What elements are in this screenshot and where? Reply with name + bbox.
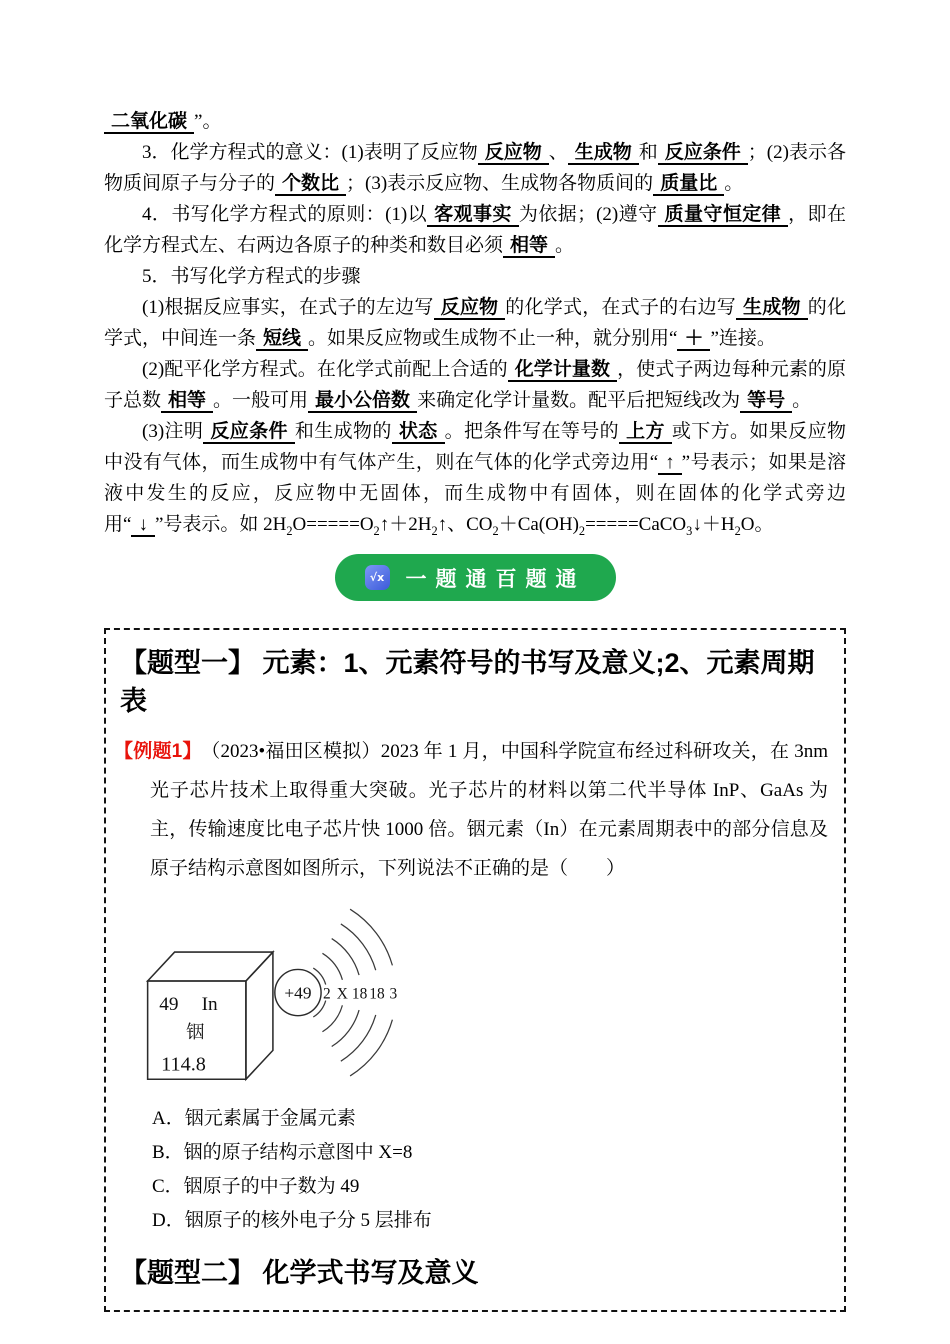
options-list bbox=[152, 1102, 828, 1238]
text-run: (3)注明 bbox=[142, 421, 204, 442]
topic-badge bbox=[335, 554, 616, 601]
text-run: 2 bbox=[734, 523, 741, 538]
note-paragraph bbox=[104, 354, 846, 416]
type-one-heading: 【题型一】 元素：1、元素符号的书写及意义;2、元素周期表 bbox=[120, 648, 815, 716]
shell-arc bbox=[322, 1005, 342, 1032]
text-run: 2 bbox=[286, 523, 293, 538]
answer-blank: 短线 bbox=[256, 328, 308, 351]
answer-blank: 反应条件 bbox=[203, 421, 295, 444]
text-run: 来确定化学计量数。配平后把短线改为 bbox=[417, 390, 741, 411]
note-paragraph bbox=[104, 416, 846, 540]
answer-blank: 二氧化碳 bbox=[104, 111, 194, 134]
text-run: 和生成物的 bbox=[294, 421, 392, 442]
text-run: 。把条件写在等号的 bbox=[444, 421, 620, 442]
answer-blank: 化学计量数 bbox=[508, 359, 617, 382]
shell-arc bbox=[341, 1015, 376, 1061]
answer-blank: 反应物 bbox=[434, 297, 506, 320]
answer-blank: 等号 bbox=[740, 390, 792, 413]
shell-electron-count: 18 bbox=[351, 985, 368, 1003]
nucleus-charge: +49 bbox=[284, 983, 312, 1003]
option-d: D．铟原子的核外电子分 5 层排布 bbox=[152, 1210, 432, 1231]
text-run: ↓＋H bbox=[692, 514, 735, 535]
text-run: (2)配平化学方程式。在化学式前配上合适的 bbox=[142, 359, 508, 380]
text-run: 。 bbox=[724, 173, 744, 194]
answer-blank: 相等 bbox=[161, 390, 213, 413]
text-run: 。一般可用 bbox=[213, 390, 309, 411]
shell-arc bbox=[341, 924, 376, 970]
text-run: 2 bbox=[578, 523, 586, 538]
shell-electron-count: 18 bbox=[369, 985, 385, 1003]
question-types-box bbox=[104, 628, 846, 1312]
example-text: （2023•福田区模拟）2023 年 1 月，中国科学院宣布经过科研攻关，在 3nm 光子芯片技术上取得重大突破。光子芯片的材料以第二代半导体 InP、GaAs 为主，传输速度比电子芯片快 1000 倍。铟元素（In）在元素周期表中的部分信息及原子结构示意图如图所示，下列说法不正确的是（ ） bbox=[150, 741, 828, 879]
note-paragraph bbox=[104, 292, 846, 354]
text-run: 。 bbox=[792, 390, 812, 411]
answer-blank: 上方 bbox=[619, 421, 672, 444]
example-tag: 【例题1】 bbox=[114, 741, 202, 762]
option-a: A．铟元素属于金属元素 bbox=[152, 1108, 356, 1129]
text-run: 。如果反应物或生成物不止一种，就分别用“ bbox=[308, 328, 678, 349]
shell-electron-count: X bbox=[336, 985, 348, 1003]
text-run: O=====O bbox=[292, 514, 374, 535]
answer-blank: 个数比 bbox=[275, 173, 346, 196]
example-paragraph bbox=[114, 732, 828, 888]
answer-blank: 最小公倍数 bbox=[308, 390, 417, 413]
text-run: 5．书写化学方程式的步骤 bbox=[142, 266, 361, 287]
text-run: ”号表示。如 2H bbox=[154, 514, 287, 535]
element-symbol: In bbox=[201, 993, 218, 1015]
answer-blank: 状态 bbox=[392, 421, 445, 444]
text-run: =====CaCO bbox=[585, 514, 687, 535]
shell-arc bbox=[332, 1010, 359, 1046]
text-run: 。 bbox=[555, 235, 575, 256]
answer-blank: 质量守恒定律 bbox=[658, 204, 789, 227]
badge-row bbox=[104, 554, 846, 601]
element-atomic-number: 49 bbox=[159, 993, 179, 1015]
answer-blank: 生成物 bbox=[568, 142, 639, 165]
text-run: ↑、CO bbox=[437, 514, 493, 535]
text-run: 2 bbox=[431, 523, 438, 538]
text-run: ；(2)表示各物质间原子与分子的 bbox=[104, 142, 846, 194]
text-run: O。 bbox=[740, 514, 774, 535]
text-run: 4．书写化学方程式的原则：(1)以 bbox=[142, 204, 428, 225]
element-cell-cube bbox=[148, 952, 273, 1079]
shell-electron-count: 3 bbox=[389, 985, 398, 1003]
answer-blank: ↑ bbox=[658, 452, 682, 475]
element-mass: 114.8 bbox=[161, 1053, 206, 1076]
text-run: 的化学式，中间连一条 bbox=[104, 297, 846, 349]
text-run: ”连接。 bbox=[710, 328, 776, 349]
badge-label: 一题通百题通 bbox=[405, 567, 586, 591]
text-run: 2 bbox=[373, 523, 380, 538]
type-two-heading: 【题型二】 化学式书写及意义 bbox=[120, 1258, 479, 1288]
text-run: ”号表示；如果是溶液中发生的反应，反应物中无固体，而生成物中有固体，则在固体的化学式旁边用“ bbox=[104, 452, 847, 535]
answer-blank: ＋ bbox=[677, 328, 710, 351]
text-run: ，即在化学方程式左、右两边各原子的种类和数目必须 bbox=[104, 204, 846, 256]
answer-blank: 质量比 bbox=[653, 173, 724, 196]
text-run: 2 bbox=[492, 523, 499, 538]
text-run: 或下方。如果反应物中没有气体，而生成物中有气体产生，则在气体的化学式旁边用“ bbox=[104, 421, 846, 473]
text-run: 3 bbox=[686, 523, 693, 538]
shell-arc bbox=[332, 939, 359, 975]
text-run: 、 bbox=[548, 142, 568, 163]
note-paragraph bbox=[104, 199, 846, 261]
answer-blank: 相等 bbox=[503, 235, 555, 258]
answer-blank: 生成物 bbox=[736, 297, 808, 320]
text-run: ；(3)表示反应物、生成物各物质间的 bbox=[346, 173, 654, 194]
note-paragraph bbox=[104, 261, 846, 292]
indium-atom-figure bbox=[138, 896, 456, 1092]
text-run: 3．化学方程式的意义：(1)表明了反应物 bbox=[142, 142, 478, 163]
answer-blank: ↓ bbox=[131, 514, 155, 537]
atomic-structure-diagram bbox=[275, 909, 398, 1076]
option-b: B．铟的原子结构示意图中 X=8 bbox=[152, 1142, 413, 1163]
text-run: 为依据；(2)遵守 bbox=[518, 204, 658, 225]
text-run: ”。 bbox=[194, 111, 222, 132]
text-run: 的化学式，在式子的右边写 bbox=[505, 297, 737, 318]
text-run: 和 bbox=[638, 142, 658, 163]
answer-blank: 客观事实 bbox=[427, 204, 519, 227]
answer-blank: 反应物 bbox=[478, 142, 549, 165]
element-name: 铟 bbox=[186, 1021, 205, 1042]
text-run: ＋Ca(OH) bbox=[498, 514, 579, 535]
text-run: (1)根据反应事实，在式子的左边写 bbox=[142, 297, 434, 318]
option-c: C．铟原子的中子数为 49 bbox=[152, 1176, 360, 1197]
answer-blank: 反应条件 bbox=[658, 142, 748, 165]
shell-arc bbox=[322, 953, 342, 980]
math-formula-icon: √x bbox=[365, 565, 390, 590]
shell-electron-count: 2 bbox=[323, 985, 331, 1003]
text-run: ，使式子两边每种元素的原子总数 bbox=[104, 359, 846, 411]
notes-section bbox=[104, 106, 846, 540]
note-paragraph bbox=[104, 137, 846, 199]
text-run: ↑＋2H bbox=[379, 514, 432, 535]
note-paragraph bbox=[104, 106, 846, 137]
